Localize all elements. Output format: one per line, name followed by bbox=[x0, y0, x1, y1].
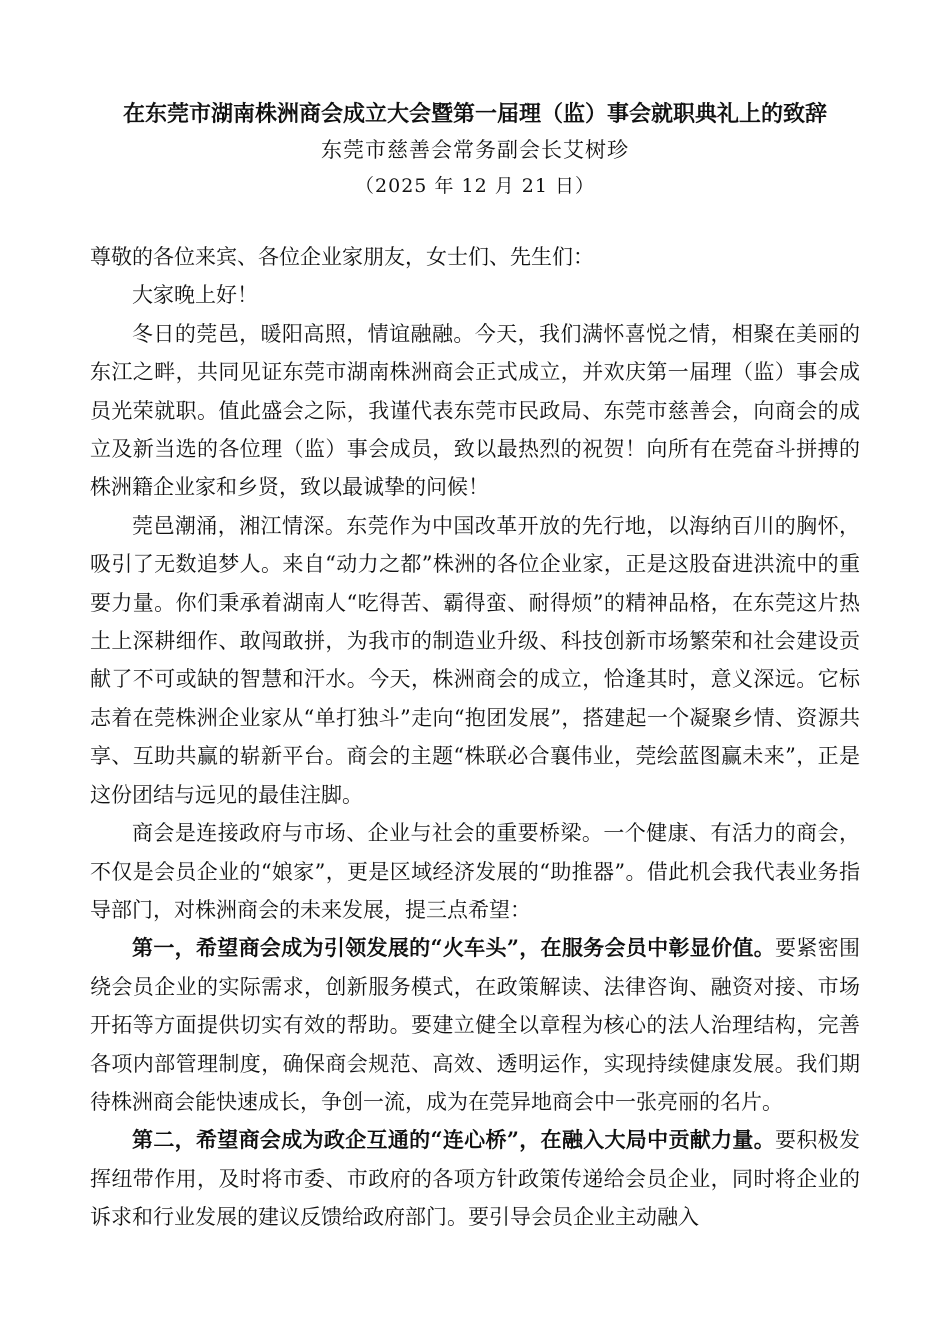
paragraph-4-lead: 第一，希望商会成为引领发展的“火车头”，在服务会员中彰显价值。 bbox=[132, 935, 776, 961]
paragraph-5-text: 要积极发挥纽带作用，及时将市委、市政府的各项方针政策传递给会员企业，同时将企业的诉求和行业发展的建议反馈给政府部门。要引导会员企业主动融入 bbox=[90, 1128, 861, 1230]
paragraph-5-lead: 第二，希望商会成为政企互通的“连心桥”，在融入大局中贡献力量。 bbox=[132, 1127, 776, 1153]
paragraph-3: 商会是连接政府与市场、企业与社会的重要桥梁。一个健康、有活力的商会，不仅是会员企业的“娘家”，更是区域经济发展的“助推器”。借此机会我代表业务指导部门，对株洲商会的未来发展，提三点希望： bbox=[90, 821, 860, 922]
speech-date: （2025 年 12 月 21 日） bbox=[355, 175, 595, 197]
document-title: 在东莞市湖南株洲商会成立大会暨第一届理（监）事会就职典礼上的致辞 bbox=[122, 101, 827, 127]
paragraph-4-text: 要紧密围绕会员企业的实际需求，创新服务模式，在政策解读、法律咨询、融资对接、市场开拓等方面提供切实有效的帮助。要建立健全以章程为核心的法人治理结构，完善各项内部管理制度，确保商会规范、高效、透明运作，实现持续健康发展。我们期待株洲商会能快速成长，争创一流，成为在莞异地商会中一张亮丽的名片。 bbox=[90, 936, 861, 1114]
paragraph-4 bbox=[90, 929, 860, 1121]
paragraph-5 bbox=[90, 1121, 860, 1236]
speaker-line: 东莞市慈善会常务副会长艾树珍 bbox=[321, 138, 629, 162]
salutation: 尊敬的各位来宾、各位企业家朋友，女士们、先生们： bbox=[90, 245, 594, 269]
paragraph-2: 莞邑潮涌，湘江情深。东莞作为中国改革开放的先行地，以海纳百川的胸怀，吸引了无数追梦人。来自“动力之都”株洲的各位企业家，正是这股奋进洪流中的重要力量。你们秉承着湖南人“吃得苦、霸得蛮、耐得烦”的精神品格，在东莞这片热土上深耕细作、敢闯敢拼，为我市的制造业升级、科技创新市场繁荣和社会建设贡献了不可或缺的智慧和汗水。今天，株洲商会的成立，恰逢其时，意义深远。它标志着在莞株洲企业家从“单打独斗”走向“抱团发展”，搭建起一个凝聚乡情、资源共享、互助共赢的崭新平台。商会的主题“株联必合襄伟业，莞绘蓝图赢未来”，正是这份团结与远见的最佳注脚。 bbox=[90, 513, 860, 807]
speech-body bbox=[90, 238, 860, 1237]
greeting: 大家晚上好！ bbox=[132, 283, 258, 308]
paragraph-1: 冬日的莞邑，暖阳高照，情谊融融。今天，我们满怀喜悦之情，相聚在美丽的东江之畔，共同见证东莞市湖南株洲商会正式成立，并欢庆第一届理（监）事会成员光荣就职。值此盛会之际，我谨代表东莞市民政局、东莞市慈善会，向商会的成立及新当选的各位理（监）事会成员，致以最热烈的祝贺！向所有在莞奋斗拼搏的株洲籍企业家和乡贤，致以最诚挚的问候！ bbox=[90, 321, 860, 500]
